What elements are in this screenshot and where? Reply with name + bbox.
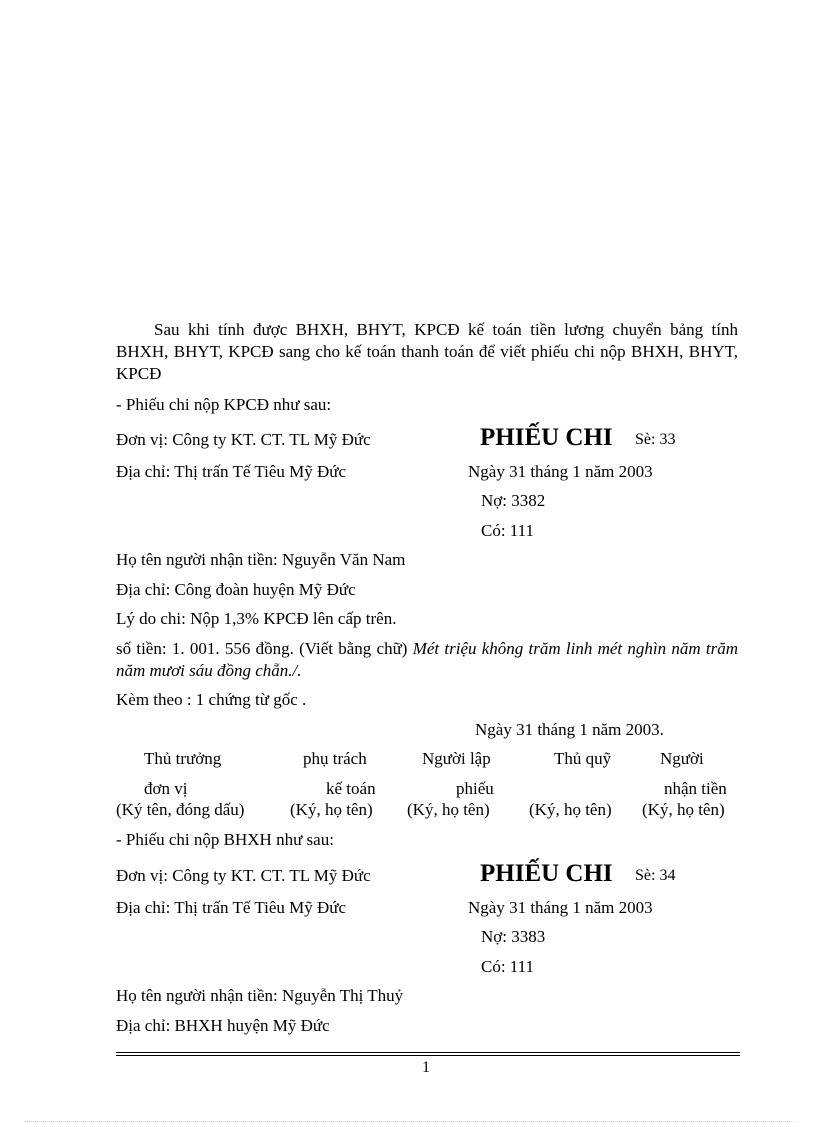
- sig-receiver-line1: Người: [660, 749, 704, 768]
- voucher2-date: Ngày 31 tháng 1 năm 2003: [468, 898, 653, 917]
- sig-preparer-note: (Ký, họ tên): [407, 800, 490, 819]
- voucher1-unit: Đơn vị: Công ty KT. CT. TL Mỹ Đức: [116, 430, 371, 449]
- voucher2-recipient-address: Địa chỉ: BHXH huyện Mỹ Đức: [116, 1016, 330, 1035]
- voucher1-recipient-address: Địa chỉ: Công đoàn huyện Mỹ Đức: [116, 580, 356, 599]
- voucher1-number: Sè: 33: [635, 431, 676, 448]
- voucher2-unit: Đơn vị: Công ty KT. CT. TL Mỹ Đức: [116, 866, 371, 885]
- voucher2-credit: Có: 111: [481, 957, 535, 976]
- sig-preparer-line2: phiếu: [456, 779, 494, 798]
- voucher1-attachments: Kèm theo : 1 chứng từ gốc .: [116, 690, 307, 709]
- page-edge: [24, 1121, 794, 1122]
- footer-rule-top: [116, 1052, 740, 1053]
- sig-chief-line2: kế toán: [326, 779, 376, 798]
- sig-cashier-note: (Ký, họ tên): [529, 800, 612, 819]
- voucher1-date: Ngày 31 tháng 1 năm 2003: [468, 462, 653, 481]
- voucher1-debit: Nợ: 3382: [481, 491, 546, 510]
- voucher1-sign-date: Ngày 31 tháng 1 năm 2003.: [475, 720, 664, 739]
- voucher2-title: PHIẾU CHI: [480, 860, 613, 887]
- voucher1-title: PHIẾU CHI: [480, 424, 613, 451]
- voucher1-address: Địa chỉ: Thị trấn Tế Tiêu Mỹ Đức: [116, 462, 347, 481]
- sig-director-line2: đơn vị: [144, 779, 188, 798]
- sig-chief-note: (Ký, họ tên): [290, 800, 373, 819]
- voucher1-amount-label: số tiền: 1. 001. 556 đồng. (Viết bằng chữ): [116, 639, 408, 658]
- voucher2-heading: - Phiếu chi nộp BHXH như sau:: [116, 830, 334, 849]
- voucher1-credit: Có: 111: [481, 521, 535, 540]
- voucher1-reason: Lý do chi: Nộp 1,3% KPCĐ lên cấp trên.: [116, 609, 397, 628]
- sig-cashier-line1: Thủ quỹ: [554, 749, 612, 768]
- page-number: 1: [422, 1059, 430, 1076]
- sig-preparer-line1: Người lập: [422, 749, 491, 768]
- intro-paragraph: Sau khi tính được BHXH, BHYT, KPCĐ kế toán tiền lương chuyển bảng tính BHXH, BHYT, KPCĐ sang cho kế toán thanh toán để viết phiếu chi nộp BHXH, BHYT, KPCĐ: [116, 320, 738, 383]
- voucher2-debit: Nợ: 3383: [481, 927, 546, 946]
- voucher2-recipient: Họ tên người nhận tiền: Nguyễn Thị Thuỷ: [116, 986, 404, 1005]
- sig-chief-line1: phụ trách: [303, 749, 367, 768]
- footer-rule-bottom: [116, 1055, 740, 1056]
- voucher1-recipient: Họ tên người nhận tiền: Nguyễn Văn Nam: [116, 550, 406, 569]
- sig-director-note: (Ký tên, đóng dấu): [116, 800, 245, 819]
- sig-receiver-note: (Ký, họ tên): [642, 800, 725, 819]
- sig-director-line1: Thủ trưởng: [144, 749, 222, 768]
- voucher1-amount: [116, 638, 738, 682]
- voucher1-amount-words: Mét triệu không trăm linh mét nghìn năm trăm năm mươi sáu đồng chẵn./.: [116, 639, 738, 680]
- voucher2-number: Sè: 34: [635, 867, 676, 884]
- voucher1-heading: - Phiếu chi nộp KPCĐ như sau:: [116, 395, 332, 414]
- voucher2-address: Địa chỉ: Thị trấn Tế Tiêu Mỹ Đức: [116, 898, 347, 917]
- sig-receiver-line2: nhận tiền: [664, 779, 727, 798]
